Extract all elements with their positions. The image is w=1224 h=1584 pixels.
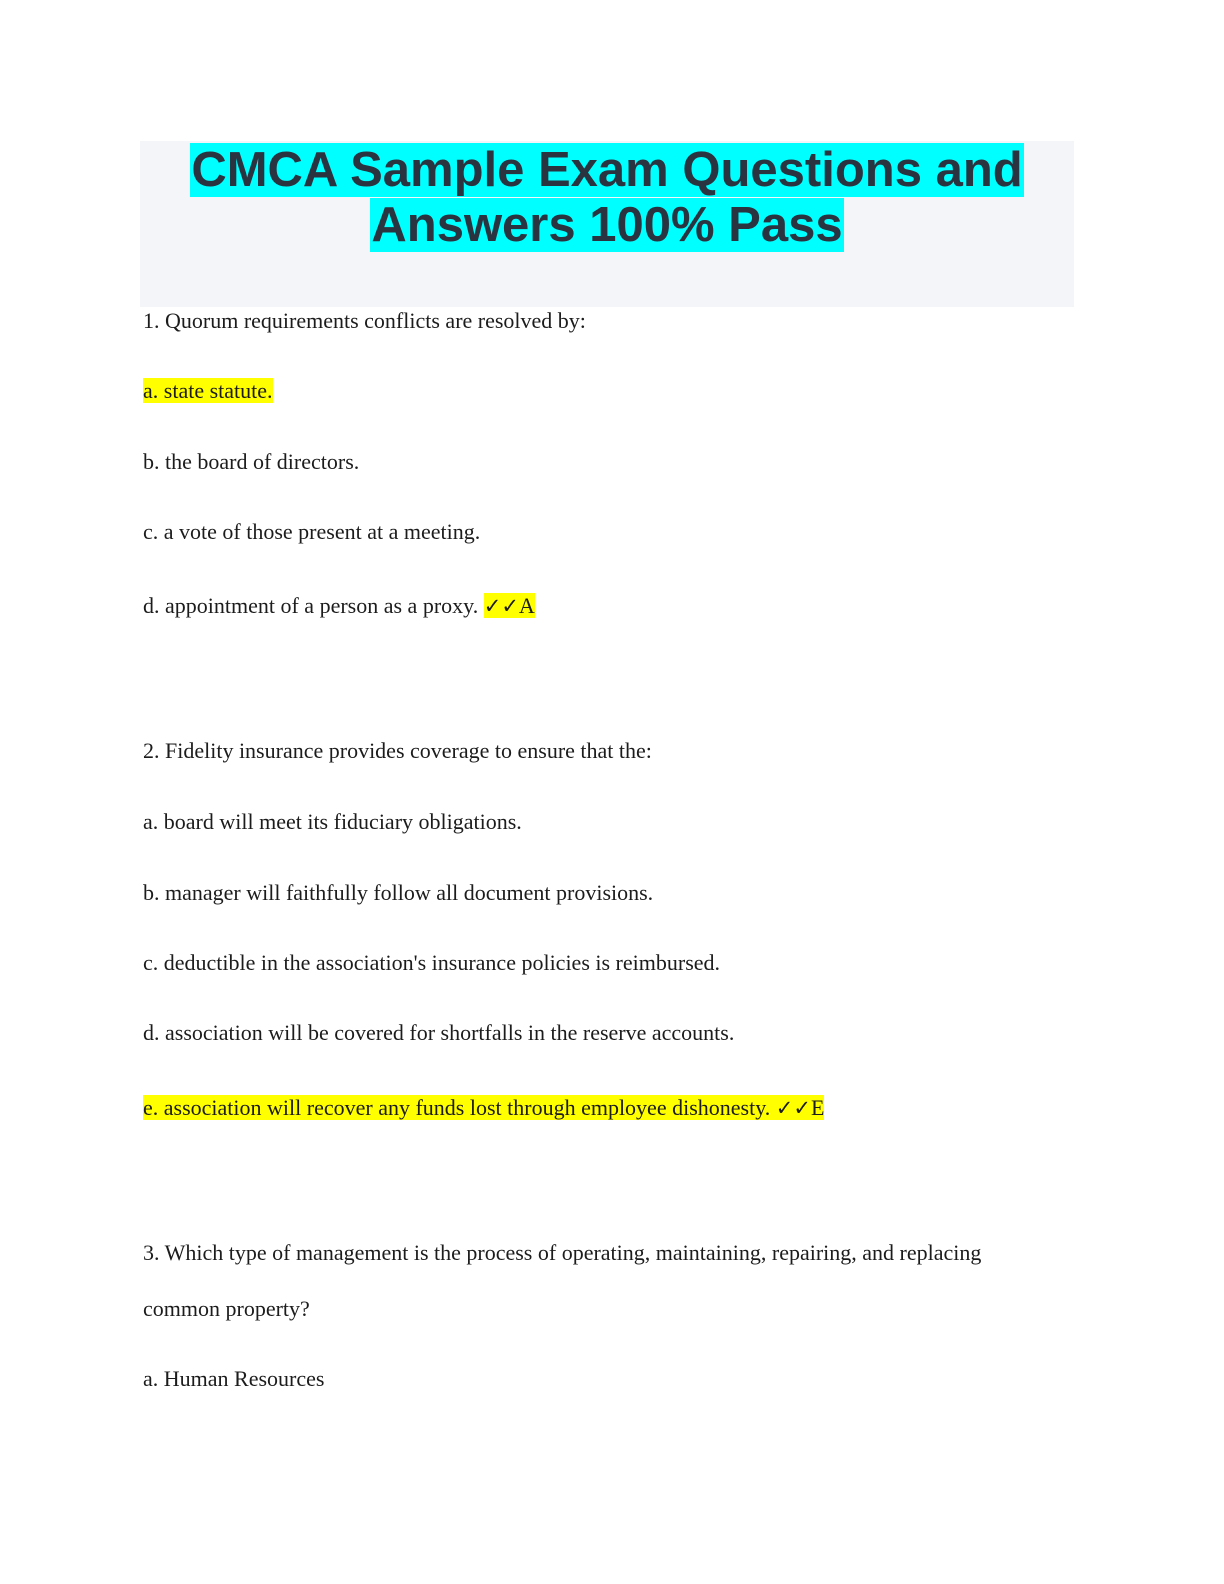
question-2-option-a: a. board will meet its fiduciary obligations. [143, 809, 522, 834]
question-1-option-d: d. appointment of a person as a proxy. ✓✓A [143, 593, 535, 618]
question-2-option-c: c. deductible in the association's insurance policies is reimbursed. [143, 950, 721, 975]
correct-answer-highlight: e. association will recover any funds lost through employee dishonesty. ✓✓E [143, 1095, 825, 1120]
title-box [140, 141, 1074, 307]
answer-key-q1: ✓✓A [483, 593, 535, 618]
question-3-stem-line-2: common property? [143, 1296, 310, 1321]
question-2-stem: 2. Fidelity insurance provides coverage to ensure that the: [143, 738, 652, 763]
question-2-option-d: d. association will be covered for shortfalls in the reserve accounts. [143, 1020, 735, 1045]
question-1-option-a-correct [143, 377, 273, 405]
double-check-icon: ✓✓ [775, 1096, 811, 1120]
question-1-stem: 1. Quorum requirements conflicts are resolved by: [143, 308, 586, 333]
document-title-line-2: Answers 100% Pass [371, 198, 843, 252]
question-2-option-e-correct [143, 1094, 824, 1122]
question-3-stem-line-1: 3. Which type of management is the process of operating, maintaining, repairing, and replacing [143, 1240, 982, 1265]
double-check-icon: ✓✓ [483, 594, 519, 618]
correct-answer-highlight: a. state statute. [143, 378, 273, 403]
question-1-option-c: c. a vote of those present at a meeting. [143, 519, 481, 544]
document-title-line-1: CMCA Sample Exam Questions and [191, 143, 1023, 197]
question-1-option-b: b. the board of directors. [143, 449, 360, 474]
question-3-option-a: a. Human Resources [143, 1366, 325, 1391]
question-2-option-b: b. manager will faithfully follow all document provisions. [143, 880, 654, 905]
